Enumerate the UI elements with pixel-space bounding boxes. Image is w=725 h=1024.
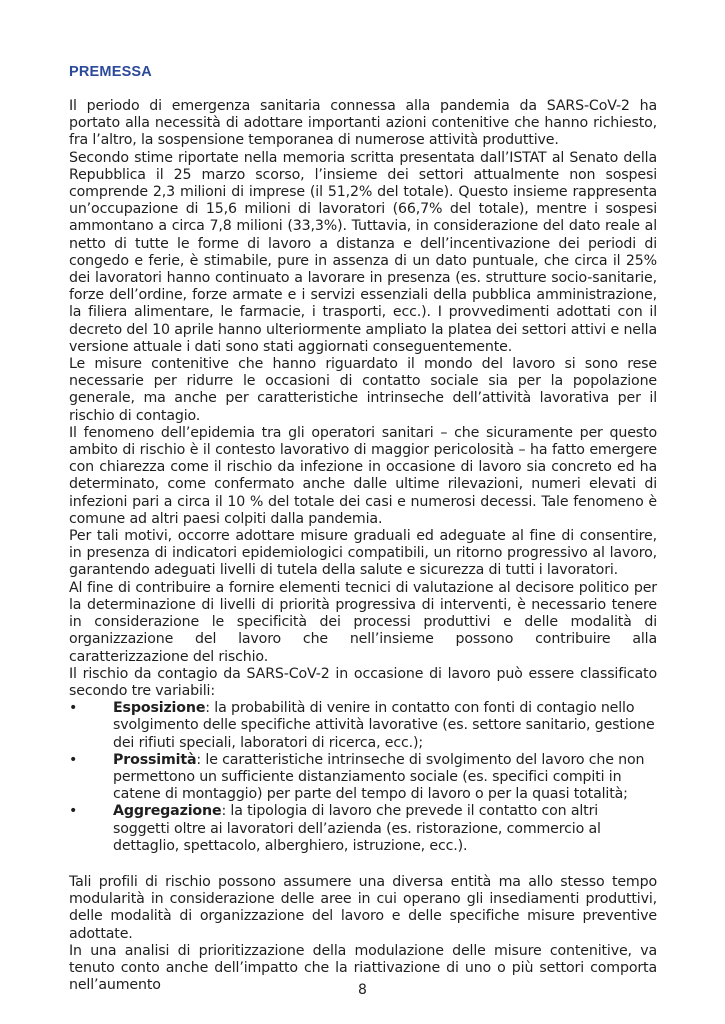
list-item-term: Aggregazione xyxy=(113,803,222,820)
page-number: 8 xyxy=(358,982,367,998)
paragraph: Il fenomeno dell’epidemia tra gli operatori sanitari – che sicuramente per questo ambito di rischio è il contesto lavorativo di maggior pericolosità – ha fatto emergere con chiarezza come il rischio da infezione in occasione di lavoro sia concreto ed ha determinato, come confermato anche dalle ultime rilevazioni, numeri elevati di infezioni pari a circa il 10 % del totale dei casi e numerosi decessi. Tale fenomeno è comune ad altri paesi colpiti dalla pandemia. xyxy=(69,424,657,527)
spacer xyxy=(69,855,657,874)
paragraph: Il periodo di emergenza sanitaria connessa alla pandemia da SARS-CoV-2 ha portato alla necessità di adottare importanti azioni contenitive che hanno richiesto, fra l’altro, la sospensione temporanea di numerose attività produttive. xyxy=(69,98,657,149)
list-item-term: Prossimità xyxy=(113,751,197,768)
paragraph: Secondo stime riportate nella memoria scritta presentata dall’ISTAT al Senato della Repubblica il 25 marzo scorso, l’insieme dei settori attualmente non sospesi comprende 2,3 milioni di imprese (il 51,2% del totale). Questo insieme rappresenta un’occupazione di 15,6 milioni di lavoratori (66,7% del totale), mentre i sospesi ammontano a circa 7,8 milioni (33,3%). Tuttavia, in considerazione del dato reale al netto di tutte le forme di lavoro a distanza e dell’incentivazione dei periodi di congedo e ferie, è stimabile, pure in assenza di un dato puntuale, che circa il 25% dei lavoratori hanno continuato a lavorare in presenza (es. strutture socio-sanitarie, forze dell’ordine, forze armate e i servizi essenziali della pubblica amministrazione, la filiera alimentare, le farmacie, i trasporti, ecc.). I provvedimenti adottati con il decreto del 10 aprile hanno ulteriormente ampliato la platea dei settori attivi e nella versione attuale i dati sono stati aggiornati conseguentemente. xyxy=(69,149,657,355)
paragraph: In una analisi di prioritizzazione della modulazione delle misure contenitive, va tenuto conto anche dell’impatto che la riattivazione di uno o più settori comporta nell’aumento xyxy=(69,942,657,994)
risk-variables-list xyxy=(69,700,657,855)
bullet-icon: • xyxy=(69,751,78,768)
list-item-term: Esposizione xyxy=(113,700,206,717)
bullet-icon: • xyxy=(69,803,78,820)
list-item xyxy=(69,752,657,804)
document-page xyxy=(69,64,657,994)
paragraph: Al fine di contribuire a fornire elementi tecnici di valutazione al decisore politico per la determinazione di livelli di priorità progressiva di interventi, è necessario tenere in considerazione le specificità dei processi produttivi e delle modalità di organizzazione del lavoro che nell’insieme possono contribuire alla caratterizzazione del rischio. xyxy=(69,579,657,665)
section-heading: PREMESSA xyxy=(69,64,152,80)
bullet-icon: • xyxy=(69,700,78,717)
paragraph: Tali profili di rischio possono assumere una diversa entità ma allo stesso tempo modularità in considerazione delle aree in cui operano gli insediamenti produttivi, delle modalità di organizzazione del lavoro e delle specifiche misure preventive adottate. xyxy=(69,873,657,942)
list-item-text: : la tipologia di lavoro che prevede il contatto con altri soggetti oltre ai lavoratori dell’azienda (es. ristorazione, commercio al dettaglio, spettacolo, alberghiero, istruzione, ecc.). xyxy=(113,803,601,854)
spacer xyxy=(69,84,657,98)
paragraph: Il rischio da contagio da SARS-CoV-2 in occasione di lavoro può essere classificato secondo tre variabili: xyxy=(69,665,657,699)
list-item xyxy=(69,803,657,855)
paragraph: Per tali motivi, occorre adottare misure graduali ed adeguate al fine di consentire, in presenza di indicatori epidemiologici compatibili, un ritorno progressivo al lavoro, garantendo adeguati livelli di tutela della salute e sicurezza di tutti i lavoratori. xyxy=(69,528,657,579)
list-item-text: : le caratteristiche intrinseche di svolgimento del lavoro che non permettono un sufficiente distanziamento sociale (es. specifici compiti in catene di montaggio) per parte del tempo di lavoro o per la quasi totalità; xyxy=(113,751,645,803)
list-item-text: : la probabilità di venire in contatto con fonti di contagio nello svolgimento delle specifiche attività lavorative (es. settore sanitario, gestione dei rifiuti speciali, laboratori di ricerca, ecc.); xyxy=(113,700,655,751)
paragraph: Le misure contenitive che hanno riguardato il mondo del lavoro si sono rese necessarie per ridurre le occasioni di contatto sociale sia per la popolazione generale, ma anche per caratteristiche intrinseche dell’attività lavorativa per il rischio di contagio. xyxy=(69,356,657,424)
list-item xyxy=(69,700,657,752)
